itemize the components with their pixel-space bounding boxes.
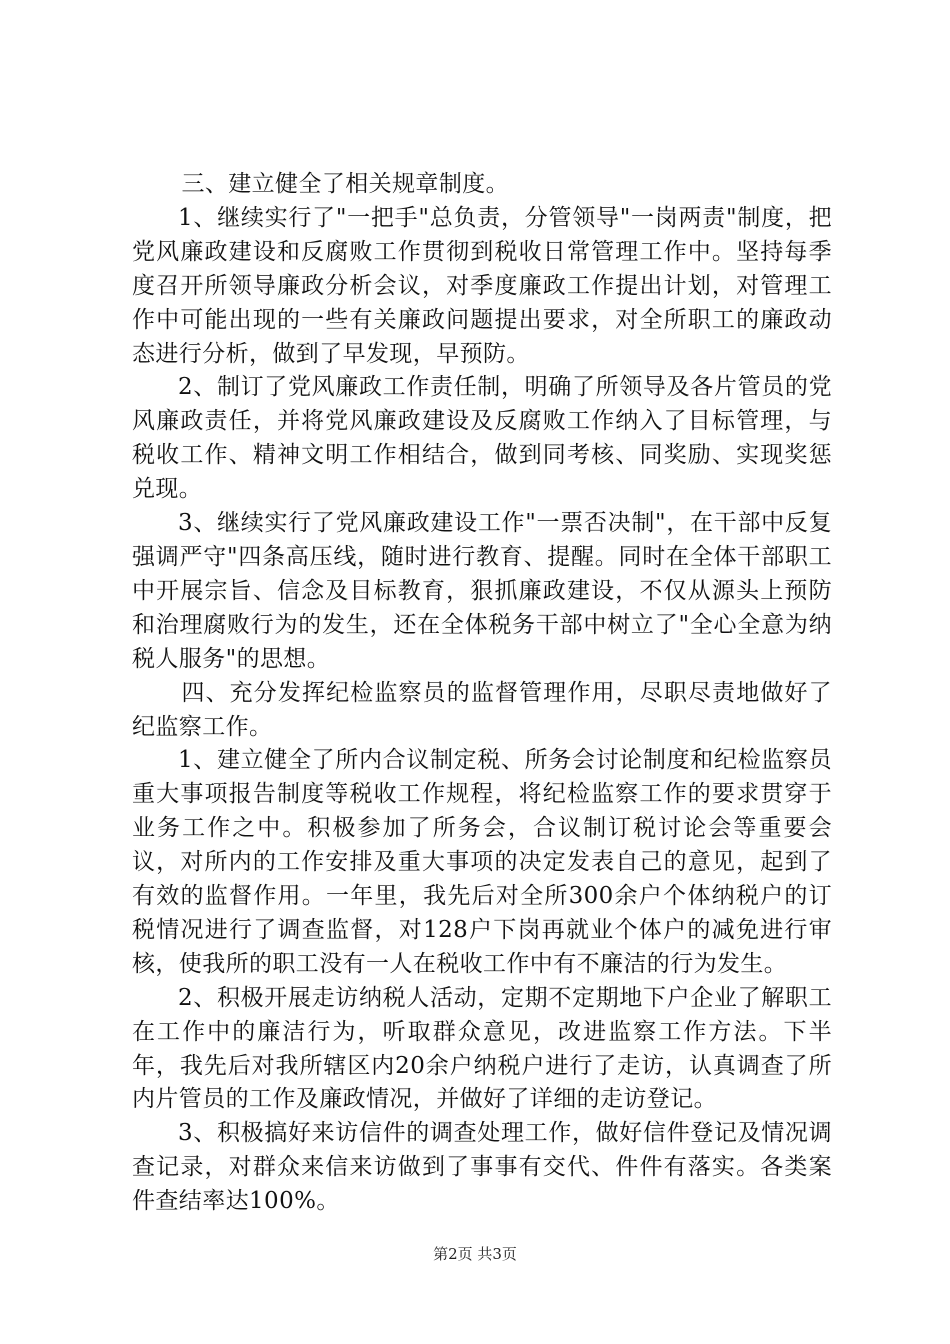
document-body bbox=[132, 168, 832, 1219]
section-heading-4: 四、充分发挥纪检监察员的监督管理作用，尽职尽责地做好了纪监察工作。 bbox=[132, 679, 832, 740]
paragraph: 3、继续实行了党风廉政建设工作"一票否决制"，在干部中反复强调严守"四条高压线，随时进行教育、提醒。同时在全体干部职工中开展宗旨、信念及目标教育，狠抓廉政建设，不仅从源头上预防和治理腐败行为的发生，还在全体税务干部中树立了"全心全意为纳税人服务"的思想。 bbox=[132, 510, 832, 672]
paragraph: 2、积极开展走访纳税人活动，定期不定期地下户企业了解职工在工作中的廉洁行为，听取群众意见，改进监察工作方法。下半年，我先后对我所辖区内20余户纳税户进行了走访，认真调查了所内片管员的工作及廉政情况，并做好了详细的走访登记。 bbox=[132, 984, 832, 1113]
paragraph: 1、建立健全了所内合议制定税、所务会讨论制度和纪检监察员重大事项报告制度等税收工作规程，将纪检监察工作的要求贯穿于业务工作之中。积极参加了所务会，合议制订税讨论会等重要会议，对所内的工作安排及重大事项的决定发表自己的意见，起到了有效的监督作用。一年里，我先后对全所300余户个体纳税户的订税情况进行了调查监督，对128户下岗再就业个体户的减免进行审核，使我所的职工没有一人在税收工作中有不廉洁的行为发生。 bbox=[132, 747, 832, 977]
paragraph: 3、积极搞好来访信件的调查处理工作，做好信件登记及情况调查记录，对群众来信来访做到了事事有交代、件件有落实。各类案件查结率达100%。 bbox=[132, 1120, 832, 1215]
paragraph: 1、继续实行了"一把手"总负责，分管领导"一岗两责"制度，把党风廉政建设和反腐败工作贯彻到税收日常管理工作中。坚持每季度召开所领导廉政分析会议，对季度廉政工作提出计划，对管理工作中可能出现的一些有关廉政问题提出要求，对全所职工的廉政动态进行分析，做到了早发现，早预防。 bbox=[132, 204, 832, 367]
paragraph: 2、制订了党风廉政工作责任制，明确了所领导及各片管员的党风廉政责任，并将党风廉政建设及反腐败工作纳入了目标管理，与税收工作、精神文明工作相结合，做到同考核、同奖励、实现奖惩兑现。 bbox=[132, 374, 832, 503]
page-number-footer: 第2页 共3页 bbox=[433, 1245, 517, 1263]
section-heading-3: 三、建立健全了相关规章制度。 bbox=[181, 171, 510, 197]
